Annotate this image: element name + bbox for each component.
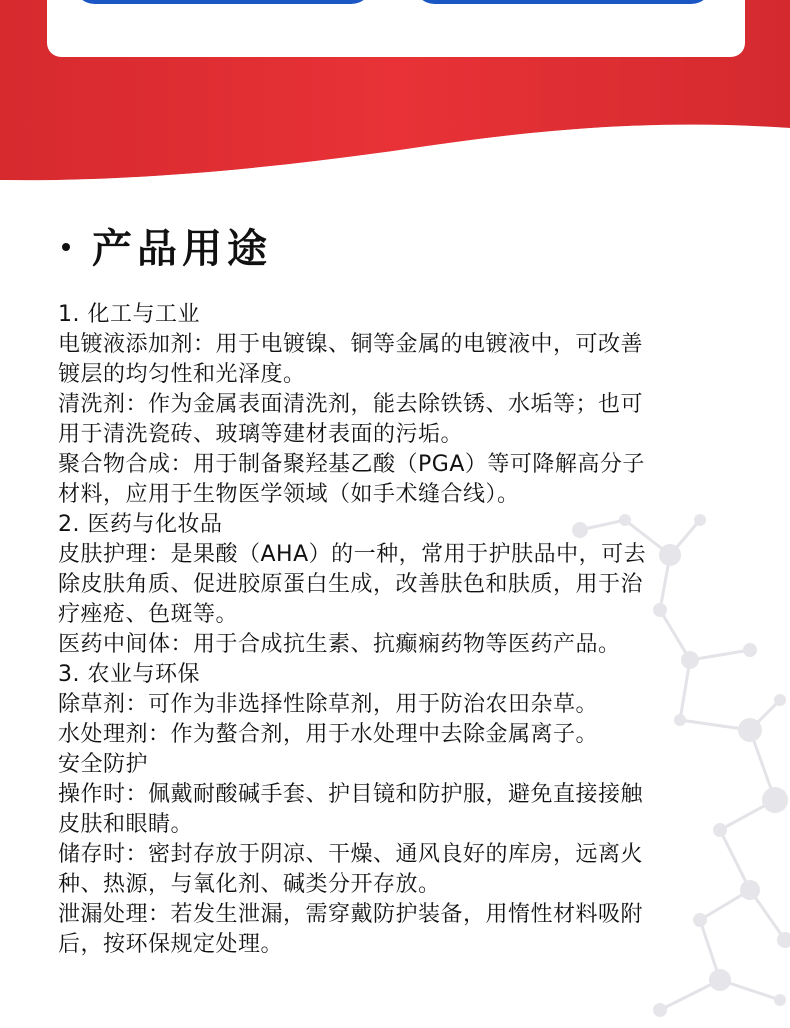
text-line: 医药中间体：用于合成抗生素、抗癫痫药物等医药产品。 <box>58 632 621 657</box>
heading-agriculture-environment: 3. 农业与环保 <box>58 662 200 687</box>
heading-safety: 安全防护 <box>58 752 149 777</box>
text-line: 疗痤疮、色斑等。 <box>58 602 239 627</box>
text-line: 储存时：密封存放于阴凉、干燥、通风良好的库房，远离火 <box>58 842 644 867</box>
text-line: 清洗剂：作为金属表面清洗剂，能去除铁锈、水垢等；也可 <box>58 392 644 417</box>
text-line: 种、热源，与氧化剂、碱类分开存放。 <box>58 872 441 897</box>
text-line: 操作时：佩戴耐酸碱手套、护目镜和防护服，避免直接接触 <box>58 782 644 807</box>
blue-button-right[interactable] <box>413 0 713 4</box>
text-line: 用于清洗瓷砖、玻璃等建材表面的污垢。 <box>58 422 464 447</box>
text-line: 泄漏处理：若发生泄漏，需穿戴防护装备，用惰性材料吸附 <box>58 902 644 927</box>
text-line: 后，按环保规定处理。 <box>58 932 284 957</box>
blue-button-left[interactable] <box>73 0 373 4</box>
text-line: 皮肤护理：是果酸（AHA）的一种，常用于护肤品中，可去 <box>58 542 647 567</box>
text-line: 电镀液添加剂：用于电镀镍、铜等金属的电镀液中，可改善 <box>58 332 644 357</box>
text-line: 除皮肤角质、促进胶原蛋白生成，改善肤色和肤质，用于治 <box>58 572 644 597</box>
text-line: 除草剂：可作为非选择性除草剂，用于防治农田杂草。 <box>58 692 599 717</box>
text-line: 皮肤和眼睛。 <box>58 812 194 837</box>
heading-chemical-industry: 1. 化工与工业 <box>58 302 200 327</box>
text-line: 聚合物合成：用于制备聚羟基乙酸（PGA）等可降解高分子 <box>58 452 645 477</box>
section-title: 产品用途 <box>92 225 272 272</box>
top-card <box>47 0 745 57</box>
section-heading <box>62 218 272 272</box>
text-line: 材料，应用于生物医学领域（如手术缝合线）。 <box>58 482 520 507</box>
heading-medicine-cosmetics: 2. 医药与化妆品 <box>58 512 223 537</box>
text-line: 镀层的均匀性和光泽度。 <box>58 362 306 387</box>
bullet-dot <box>62 243 70 251</box>
product-usage-text <box>58 300 738 960</box>
text-line: 水处理剂：作为螯合剂，用于水处理中去除金属离子。 <box>58 722 599 747</box>
